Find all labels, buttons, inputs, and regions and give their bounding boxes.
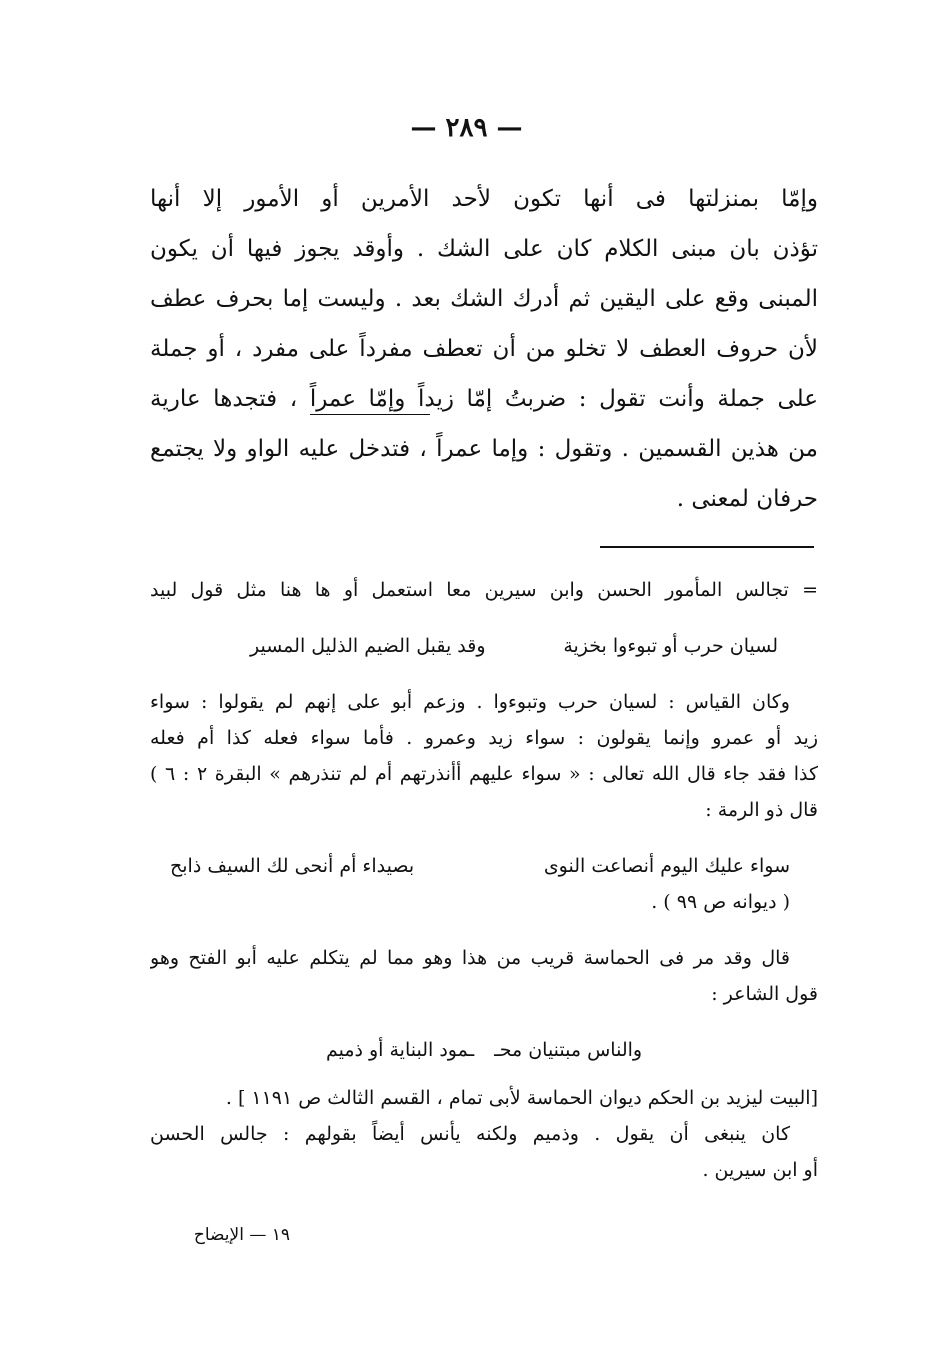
main-text-line: تؤذن بان مبنى الكلام كان على الشك . وأوقد يجوز فيها أن يكون — [150, 236, 818, 262]
verse-second-hemistich: وقد يقبل الضيم الذليل المسير — [250, 635, 486, 657]
footnote-line: كان ينبغى أن يقول . وذميم ولكنه يأنس أيضاً بقولهم : جالس الحسن — [150, 1123, 790, 1145]
footnote-line: = تجالس المأمور الحسن وابن سيرين معا استعمل أو ها هنا مثل قول لبيد — [150, 579, 818, 601]
main-text-line: لأن حروف العطف لا تخلو من أن تعطف مفرداً على مفرد ، أو جملة — [150, 336, 818, 362]
page-number: — ٢٨٩ — — [410, 113, 523, 143]
footnotes — [150, 572, 818, 1188]
verse-source: ( ديوانه ص ٩٩ ) . — [651, 891, 790, 913]
verse-line — [150, 1032, 818, 1068]
footnote-line: [البيت ليزيد بن الحكم ديوان الحماسة لأبى تمام ، القسم الثالث ص ١١٩١ ] . — [225, 1087, 818, 1109]
main-text-line: وإمّا بمنزلتها فى أنها تكون لأحد الأمرين أو الأمور إلا أنها — [150, 186, 818, 212]
signature-mark: ١٩ — الإيضاح — [193, 1225, 290, 1245]
verse-first-hemistich: لسيان حرب أو تبوءوا بخزية — [563, 635, 778, 657]
verse-first-hemistich: والناس مبتنيان محـ — [494, 1039, 643, 1061]
footnote-line: كذا فقد جاء قال الله تعالى : « سواء عليهم أأنذرتهم أم لم تنذرهم » البقرة ٢ : ٦ ) — [150, 763, 818, 785]
main-text-line: من هذين القسمين . وتقول : وإما عمراً ، فتدخل عليه الواو ولا يجتمع — [150, 436, 818, 462]
footnote-line: قول الشاعر : — [711, 983, 818, 1005]
verse-second-hemistich: ـمود البناية أو ذميم — [325, 1039, 475, 1061]
footnote-line: وكان القياس : لسيان حرب وتبوءوا . وزعم أبو على إنهم لم يقولوا : سواء — [150, 691, 790, 713]
example-underline — [310, 414, 430, 415]
main-text — [150, 174, 818, 524]
verse-first-hemistich: سواء عليك اليوم أنصاعت النوى — [543, 855, 790, 877]
main-text-line: على جملة وأنت تقول : ضربتُ إمّا زيداً وإمّا عمراً ، فتجدها عارية — [150, 386, 818, 412]
main-text-line: حرفان لمعنى . — [676, 486, 818, 512]
verse-line — [150, 628, 818, 664]
main-text-line: المبنى وقع على اليقين ثم أدرك الشك بعد . وليست إما بحرف عطف — [150, 286, 818, 312]
footnote-line: قال وقد مر فى الحماسة قريب من هذا وهو مما لم يتكلم عليه أبو الفتح وهو — [150, 947, 790, 969]
footnote-separator — [600, 546, 814, 548]
footnote-line: أو ابن سيرين . — [702, 1159, 818, 1181]
verse-second-hemistich: بصيداء أم أنحى لك السيف ذابح — [170, 855, 415, 877]
verse-line — [150, 848, 818, 884]
footnote-line: زيد أو عمرو وإنما يقولون : سواء زيد وعمرو . فأما سواء فعله كذا أم فعله — [150, 727, 818, 749]
footnote-line: قال ذو الرمة : — [705, 799, 818, 821]
